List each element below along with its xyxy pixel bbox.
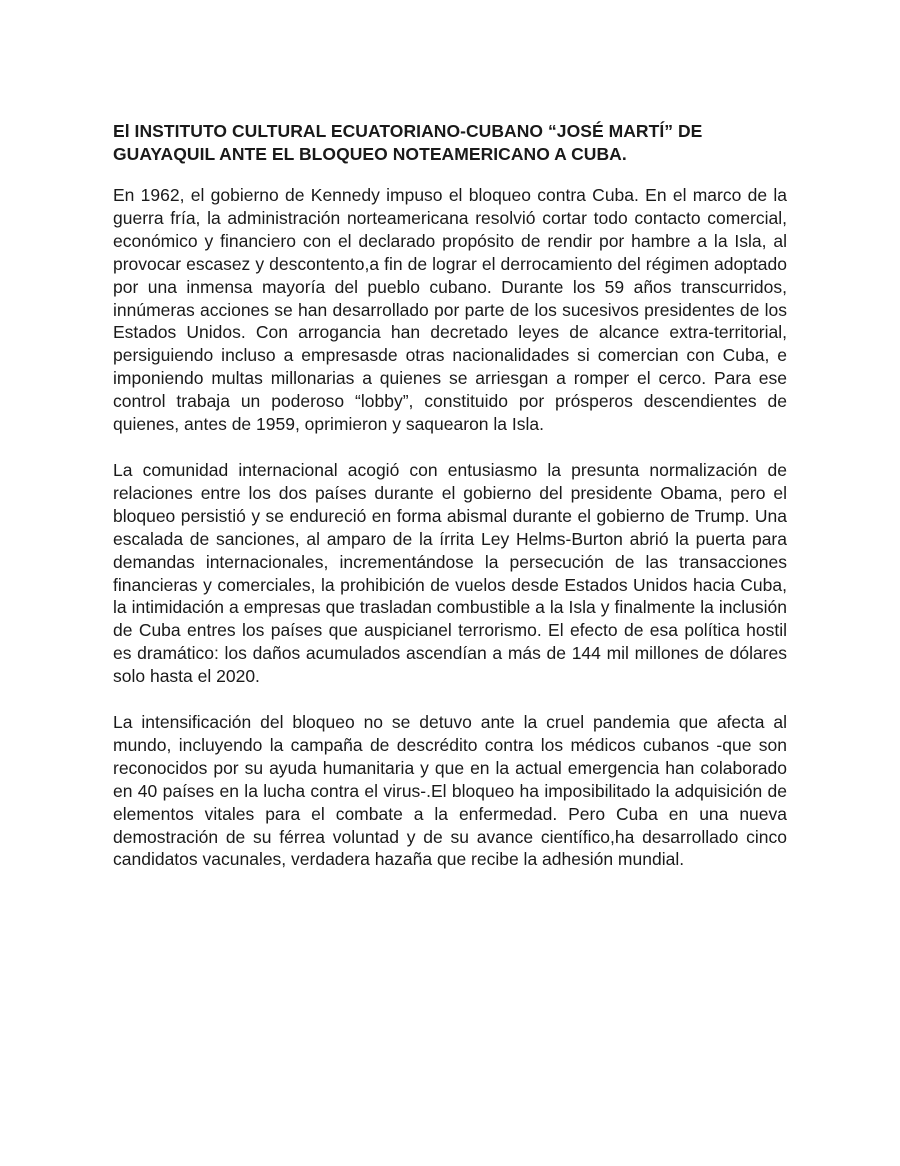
document-page — [113, 120, 787, 894]
document-title: El INSTITUTO CULTURAL ECUATORIANO-CUBANO “JOSÉ MARTÍ” DE GUAYAQUIL ANTE EL BLOQUEO NOTEAMERICANO A CUBA. — [113, 121, 703, 164]
paragraph-2: La comunidad internacional acogió con entusiasmo la presunta normalización de relaciones entre los dos países durante el gobierno del presidente Obama, pero el bloqueo persistió y se endureció en forma abismal durante el gobierno de Trump. Una escalada de sanciones, al amparo de la írrita Ley Helms-Burton abrió la puerta para demandas internacionales, incrementándose la persecución de las transacciones financieras y comerciales, la prohibición de vuelos desde Estados Unidos hacia Cuba, la intimidación a empresas que trasladan combustible a la Isla y finalmente la inclusión de Cuba entres los países que auspicianel terrorismo. El efecto de esa política hostil es dramático: los daños acumulados ascendían a más de 144 mil millones de dólares solo hasta el 2020. — [113, 459, 787, 687]
paragraph-3: La intensificación del bloqueo no se detuvo ante la cruel pandemia que afecta al mundo, incluyendo la campaña de descrédito contra los médicos cubanos -que son reconocidos por su ayuda humanitaria y que en la actual emergencia han colaborado en 40 países en la lucha contra el virus-.El bloqueo ha imposibilitado la adquisición de elementos vitales para el combate a la enfermedad. Pero Cuba en una nueva demostración de su férrea voluntad y de su avance científico,ha desarrollado cinco candidatos vacunales, verdadera hazaña que recibe la adhesión mundial. — [113, 712, 787, 870]
paragraph-1: En 1962, el gobierno de Kennedy impuso el bloqueo contra Cuba. En el marco de la guerra fría, la administración norteamericana resolvió cortar todo contacto comercial, económico y financiero con el declarado propósito de rendir por hambre a la Isla, al provocar escasez y descontento,a fin de lograr el derrocamiento del régimen adoptado por una inmensa mayoría del pueblo cubano. Durante los 59 años transcurridos, innúmeras acciones se han desarrollado por parte de los sucesivos presidentes de los Estados Unidos. Con arrogancia han decretado leyes de alcance extra-territorial, persiguiendo incluso a empresasde otras nacionalidades si comercian con Cuba, e imponiendo multas millonarias a quienes se arriesgan a romper el cerco. Para ese control trabaja un poderoso “lobby”, constituido por prósperos descendientes de quienes, antes de 1959, oprimieron y saquearon la Isla. — [113, 185, 787, 435]
